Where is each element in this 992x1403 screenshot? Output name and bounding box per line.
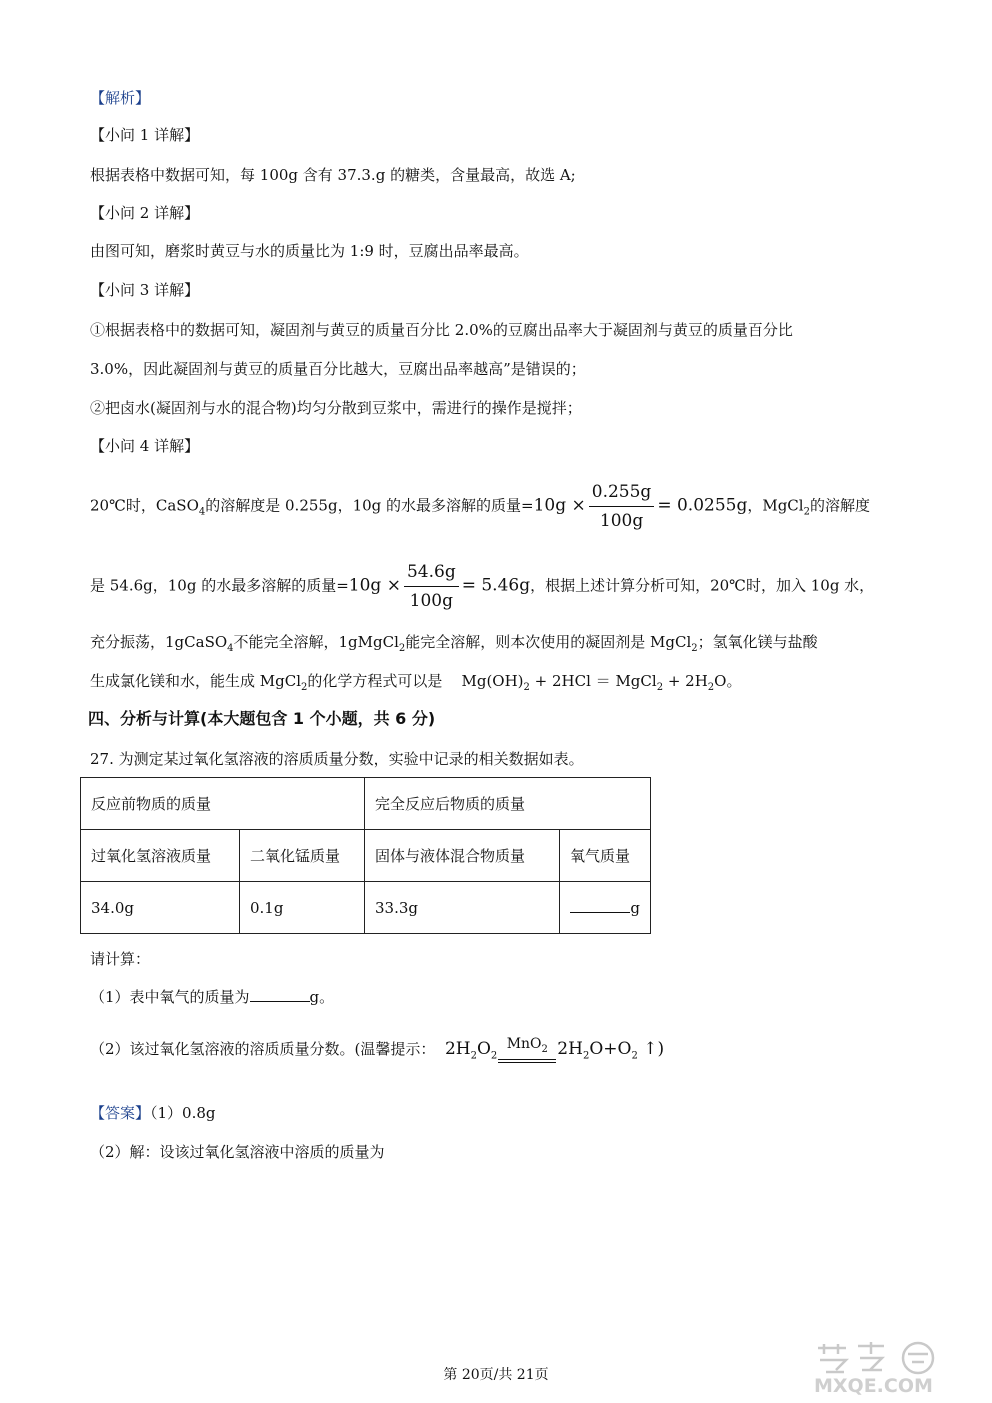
q27-part2: （2）该过氧化氢溶液的溶质质量分数。(温馨提示： $2H_2O_2$ MnO$_2$ $2H_2O+O_2$ ↑) [90,1036,665,1062]
please-calc: 请计算： [90,950,151,968]
q4-line2: 是 54.6g，10g 的水最多溶解的质量=10g × $\frac{54.6g}{100g}$ = 5.46g，根据上述计算分析可知，20℃时，加入 10g 水， [90,562,875,611]
q2-header: 【小问 2 详解】 [90,204,200,222]
table-row [81,830,651,882]
section-four-heading: 四、分析与计算(本大题包含 1 个小题，共 6 分) [88,709,436,728]
q27-part1: （1）表中氧气的质量为 g。 [90,988,335,1006]
answer-blank [570,898,630,913]
watermark-logo [812,1340,982,1396]
formula-result-1: = 0.0255g [657,495,748,516]
q2-text: 由图可知，磨浆时黄豆与水的质量比为 1:9 时，豆腐出品率最高。 [90,242,529,260]
answer-blank [250,987,310,1002]
q4-header: 【小问 4 详解】 [90,437,200,455]
q3-line3: ②把卤水(凝固剂与水的混合物)均匀分散到豆浆中，需进行的操作是搅拌； [90,399,582,417]
answer-tag: 【答案】 [90,1104,151,1122]
q4-line3: 充分振荡，1gCaSO$_4$不能完全溶解，1gMgCl$_2$能完全溶解，则本次使用的凝固剂是 MgCl$_2$；氢氧化镁与盐酸 [90,633,818,654]
q1-header: 【小问 1 详解】 [90,126,200,144]
table-cell-oxygen: g [560,882,651,934]
q4-line4: 生成氯化镁和水，能生成 MgCl$_2$的化学方程式可以是 $Mg(OH)_2 + 2HCl$ ＝ MgCl$_2$ + $2H_2O$。 [90,672,742,693]
catalyst-arrow: MnO$_2$ [498,1036,556,1063]
q3-line2: 3.0%，因此凝固剂与黄豆的质量百分比越大，豆腐出品率越高”是错误的； [90,360,586,378]
table-group-before: 反应前物质的质量 [81,778,365,830]
fraction-2: $\frac{54.6g}{100g}$ [404,560,459,613]
page-footer: 第 20页/共 21页 [443,1367,549,1383]
table-cell-mixture: 33.3g [365,882,560,934]
table-header-oxygen: 氧气质量 [560,830,651,882]
table-header-mno2: 二氧化锰质量 [240,830,365,882]
svg-text:MXQE.COM: MXQE.COM [814,1375,933,1396]
answer-part2: （2）解：设该过氧化氢溶液中溶质的质量为 [90,1143,385,1161]
table-group-after: 完全反应后物质的质量 [365,778,651,830]
table-header-mixture: 固体与液体混合物质量 [365,830,560,882]
table-cell-mno2: 0.1g [240,882,365,934]
q1-text: 根据表格中数据可知，每 100g 含有 37.3.g 的糖类，含量最高，故选 A; [90,166,576,184]
formula-lead-1: 10g × [533,495,586,516]
fraction-1: $\frac{0.255g}{100g}$ [589,480,655,533]
q4-line1: 20℃时，CaSO$_4$的溶解度是 0.255g，10g 的水最多溶解的质量=10g × $\frac{0.255g}{100g}$ = 0.0255g，MgCl$_2$的溶解度 [90,482,870,531]
data-table [80,777,651,934]
table-row [81,882,651,934]
formula-result-2: = 5.46g [461,575,531,596]
q3-header: 【小问 3 详解】 [90,281,200,299]
chemical-equation: $Mg(OH)_2 + 2HCl$ ＝ MgCl$_2$ + $2H_2O$。 [461,672,742,693]
analysis-tag: 【解析】 [90,89,151,107]
table-header-h2o2: 过氧化氢溶液质量 [81,830,240,882]
decomposition-equation: $2H_2O_2$ MnO$_2$ $2H_2O+O_2$ ↑) [444,1036,665,1062]
formula-lead-2: 10g × [348,575,401,596]
q3-line1: ①根据表格中的数据可知，凝固剂与黄豆的质量百分比 2.0%的豆腐出品率大于凝固剂与黄豆的质量百分比 [90,321,793,339]
q27-intro: 27. 为测定某过氧化氢溶液的溶质质量分数，实验中记录的相关数据如表。 [90,750,584,768]
table-cell-h2o2: 34.0g [81,882,240,934]
table-row [81,778,651,830]
answer-part1: 【答案】（1）0.8g [90,1104,216,1122]
